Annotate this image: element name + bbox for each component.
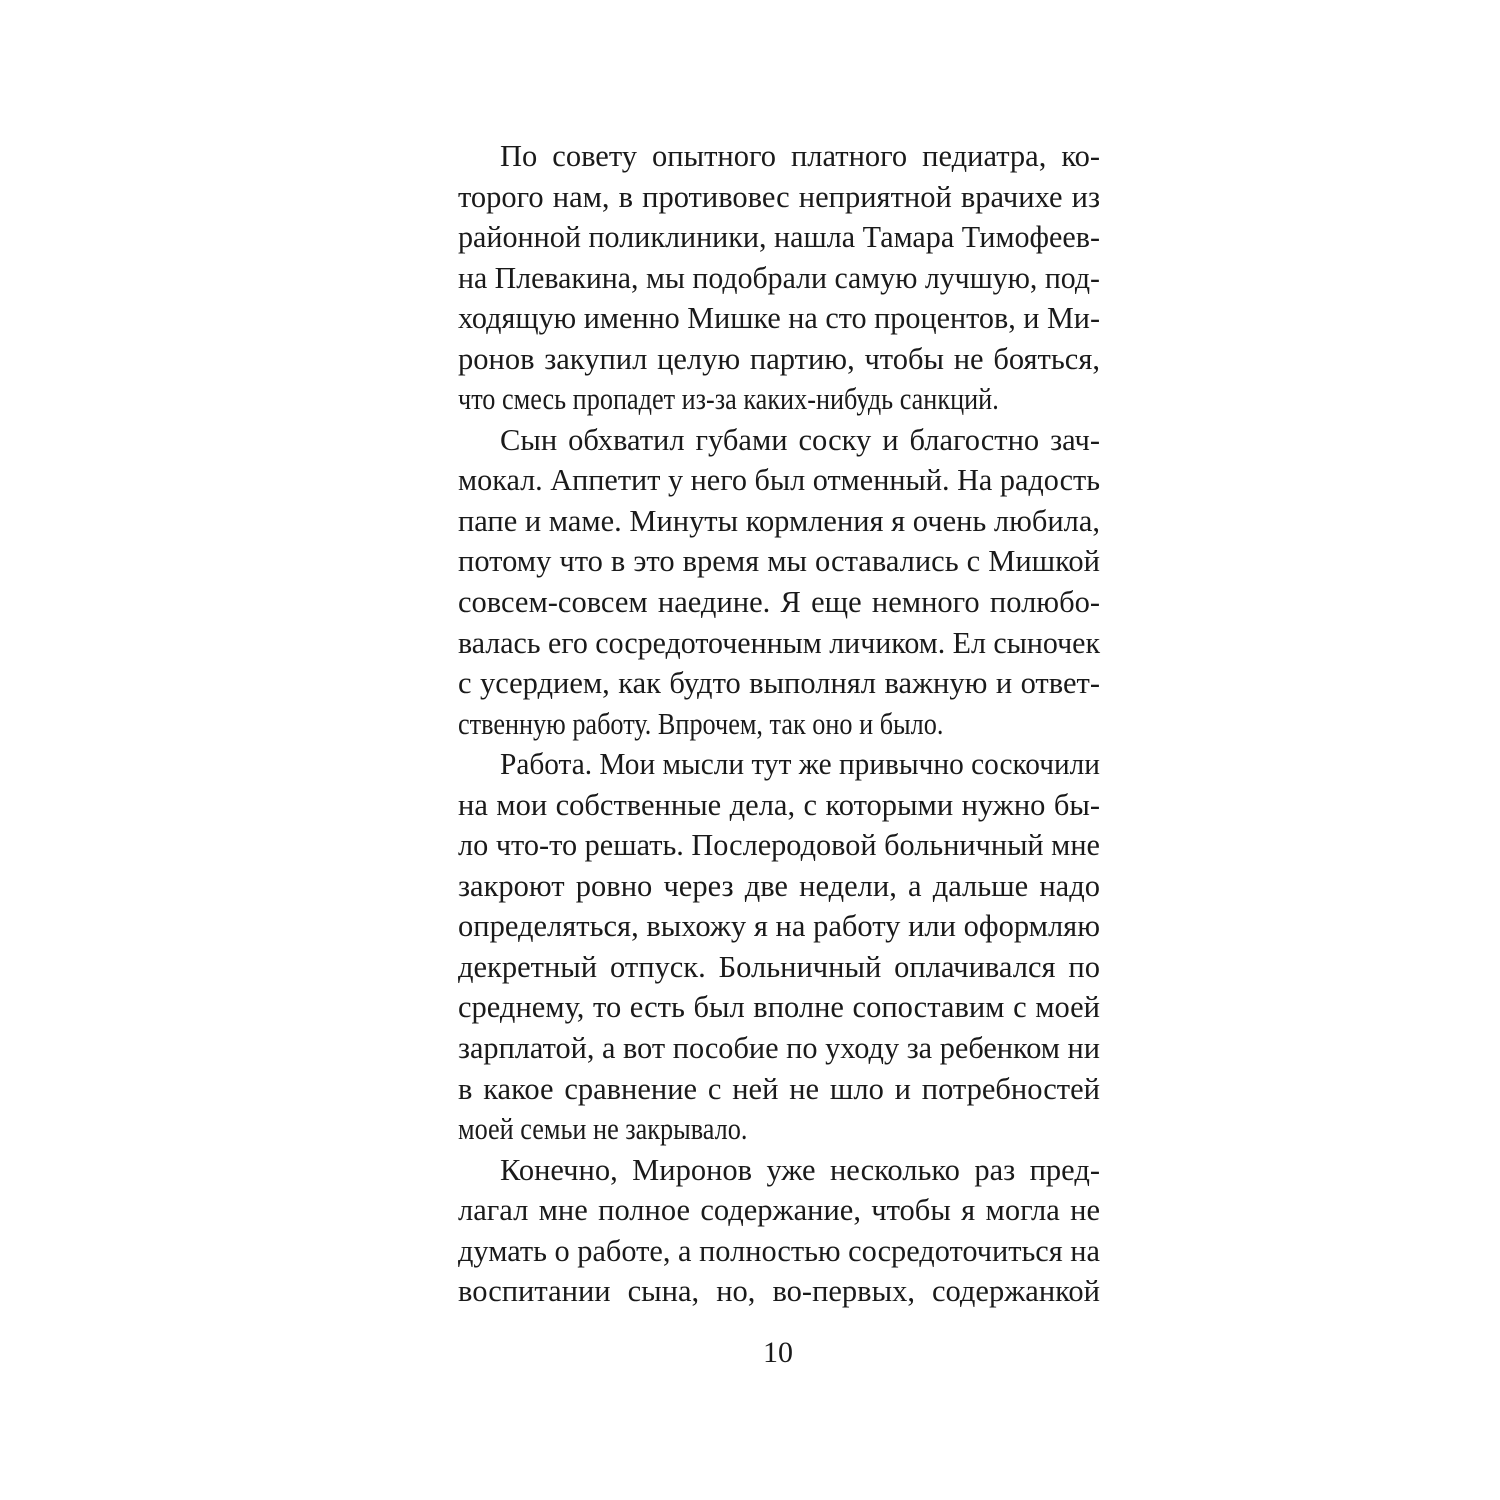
text-line: определяться, выхожу я на работу или оформляю xyxy=(458,909,1100,944)
text-line: ронов закупил целую партию, чтобы не бояться, xyxy=(458,341,1100,376)
text-line: ственную работу. Впрочем, так оно и было. xyxy=(458,706,944,741)
body-text xyxy=(458,136,1100,1312)
text-line: валась его сосредоточенным личиком. Ел сыночек xyxy=(458,625,1100,660)
text-line: декретный отпуск. Больничный оплачивался по xyxy=(458,949,1100,984)
text-line: лагал мне полное содержание, чтобы я могла не xyxy=(458,1193,1100,1228)
text-line: папе и маме. Минуты кормления я очень любила, xyxy=(458,503,1100,538)
text-line: закроют ровно через две недели, а дальше надо xyxy=(458,868,1100,903)
text-line: Конечно, Миронов уже несколько раз пред- xyxy=(500,1152,1100,1187)
text-line: думать о работе, а полностью сосредоточиться на xyxy=(458,1233,1100,1268)
text-line: совсем-совсем наедине. Я еще немного полюбо- xyxy=(458,585,1100,620)
text-line: зарплатой, а вот пособие по уходу за ребенком ни xyxy=(458,1031,1100,1066)
page-number: 10 xyxy=(763,1336,793,1369)
text-line: что смесь пропадет из-за каких-нибудь санкций. xyxy=(458,382,999,417)
text-line: моей семьи не закрывало. xyxy=(458,1112,748,1147)
text-line: с усердием, как будто выполнял важную и ответ- xyxy=(458,666,1100,701)
text-line: потому что в это время мы оставались с Мишкой xyxy=(458,544,1100,579)
text-line: Сын обхватил губами соску и благостно зач- xyxy=(500,422,1100,457)
text-line: на мои собственные дела, с которыми нужно бы- xyxy=(458,787,1100,822)
text-line: ходящую именно Мишке на сто процентов, и Ми- xyxy=(458,301,1100,336)
text-line: в какое сравнение с ней не шло и потребностей xyxy=(458,1071,1100,1106)
text-line: торого нам, в противовес неприятной врачихе из xyxy=(458,179,1100,214)
text-line: Работа. Мои мысли тут же привычно соскочили xyxy=(499,747,1100,782)
text-line: По совету опытного платного педиатра, ко- xyxy=(500,139,1100,173)
text-line: районной поликлиники, нашла Тамара Тимофеев- xyxy=(458,220,1100,255)
text-line: на Плевакина, мы подобрали самую лучшую, под- xyxy=(458,260,1100,295)
text-line: мокал. Аппетит у него был отменный. На радость xyxy=(458,463,1100,498)
text-line: воспитании сына, но, во-первых, содержанкой xyxy=(458,1274,1100,1309)
text-line: среднему, то есть был вполне сопоставим с моей xyxy=(458,990,1100,1025)
text-line: ло что-то решать. Послеродовой больничный мне xyxy=(458,828,1100,863)
